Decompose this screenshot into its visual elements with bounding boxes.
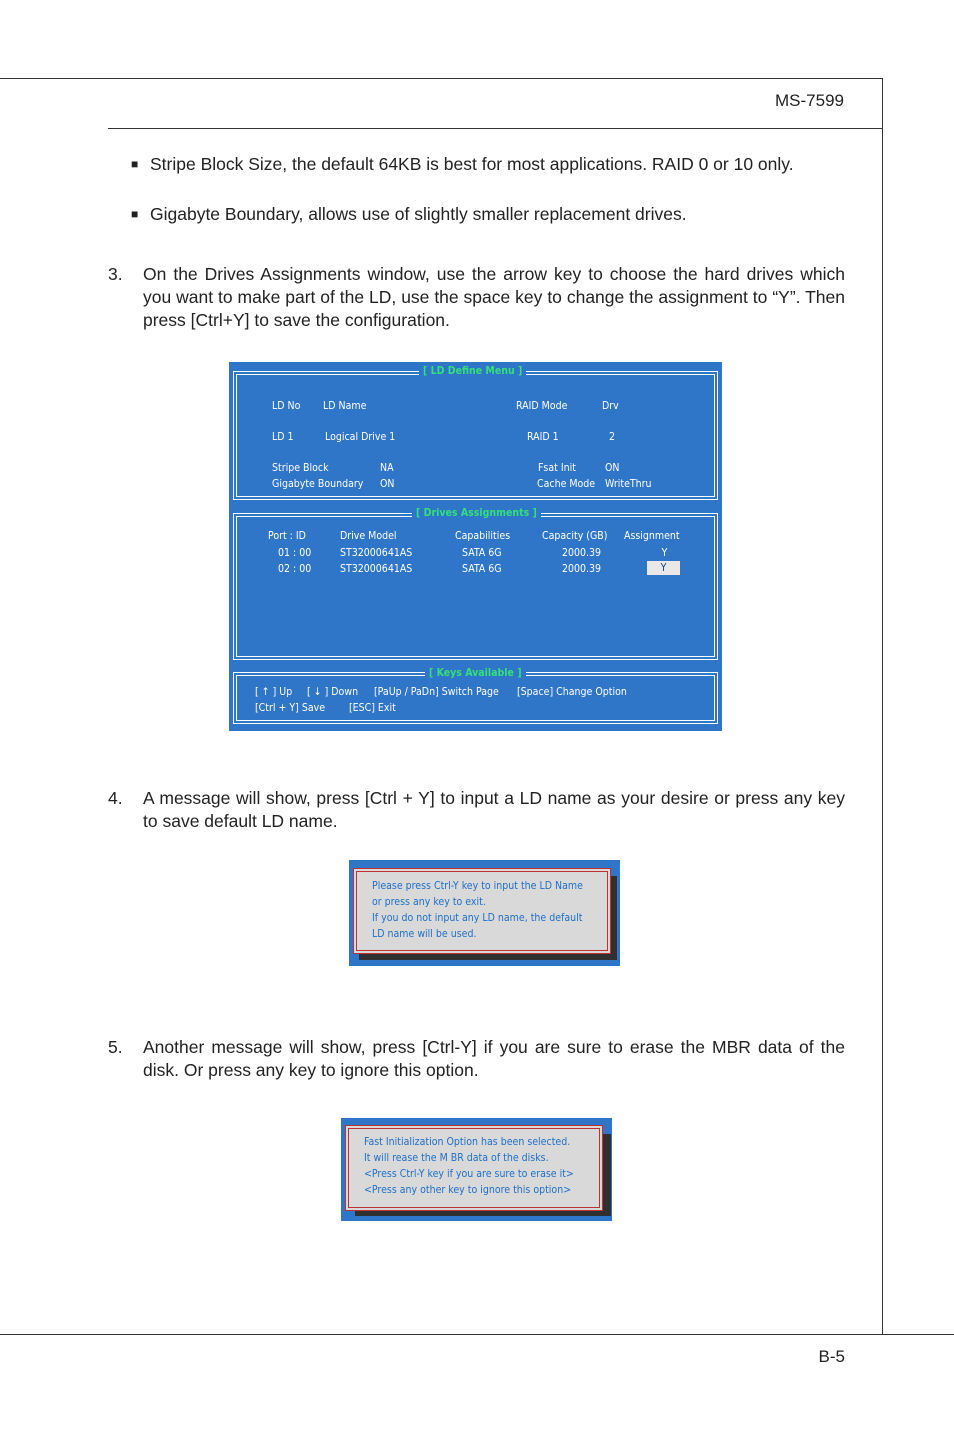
header-subrule bbox=[108, 128, 883, 129]
stripe-block-value: NA bbox=[380, 462, 394, 474]
drive-row-2-model: ST32000641AS bbox=[340, 563, 413, 575]
step-text: Another message will show, press [Ctrl-Y] if you are sure to erase the MBR data of the disk. Or press any key to ignore this option. bbox=[143, 1037, 845, 1080]
bullet-stripe-block bbox=[131, 153, 846, 176]
step-text: On the Drives Assignments window, use the arrow key to choose the hard drives which you want to make part of the LD, use the space key to change the assignment to “Y”. Then press [Ctrl+Y] to save the configuration. bbox=[143, 264, 845, 330]
stripe-block-label: Stripe Block bbox=[272, 462, 329, 474]
model-number: MS-7599 bbox=[775, 91, 844, 110]
ld-name-message-screenshot bbox=[349, 860, 620, 966]
step-text: A message will show, press [Ctrl + Y] to input a LD name as your desire or press any key to save default LD name. bbox=[143, 788, 845, 831]
bullet-square-icon: ■ bbox=[131, 157, 139, 171]
header-ld-name: LD Name bbox=[323, 400, 367, 412]
key-down: [ ↓ ] Down bbox=[307, 686, 359, 698]
message-line: <Press any other key to ignore this option> bbox=[364, 1184, 572, 1196]
key-up: [ ↑ ] Up bbox=[255, 686, 293, 698]
fast-init-message-text bbox=[364, 1134, 574, 1198]
step-5 bbox=[108, 1036, 845, 1082]
ld-name-value: Logical Drive 1 bbox=[325, 431, 396, 443]
cache-mode-value: WriteThru bbox=[605, 478, 652, 490]
drives-assignments-title: [ Drives Assignments ] bbox=[412, 507, 541, 519]
col-capacity: Capacity (GB) bbox=[542, 530, 608, 542]
message-line: Fast Initialization Option has been selected. bbox=[364, 1136, 571, 1148]
ld-define-screenshot bbox=[229, 362, 722, 731]
col-assignment: Assignment bbox=[624, 530, 680, 542]
fast-init-message-screenshot bbox=[341, 1118, 612, 1221]
message-line: It will rease the M BR data of the disks. bbox=[364, 1152, 549, 1164]
margin-rule bbox=[882, 78, 883, 1335]
drive-row-2-capacity: 2000.39 bbox=[562, 563, 602, 575]
ld-define-title: [ LD Define Menu ] bbox=[419, 365, 526, 377]
ld-name-message-text bbox=[372, 878, 583, 942]
step-number: 4. bbox=[108, 788, 123, 808]
drive-row-1-capacity: 2000.39 bbox=[562, 547, 602, 559]
header-drv: Drv bbox=[602, 400, 619, 412]
step-3 bbox=[108, 263, 845, 332]
message-line: <Press Ctrl-Y key if you are sure to erase it> bbox=[364, 1168, 574, 1180]
key-switch-page: [PaUp / PaDn] Switch Page bbox=[374, 686, 499, 698]
bullet-text: Stripe Block Size, the default 64KB is best for most applications. RAID 0 or 10 only. bbox=[150, 154, 794, 174]
bullet-square-icon: ■ bbox=[131, 207, 139, 221]
bullet-gigabyte-boundary bbox=[131, 203, 846, 226]
footer-rule bbox=[0, 1334, 954, 1335]
message-line: LD name will be used. bbox=[372, 928, 477, 940]
bullet-text: Gigabyte Boundary, allows use of slightly smaller replacement drives. bbox=[150, 204, 687, 224]
drive-row-1-port: 01 : 00 bbox=[278, 547, 312, 559]
step-number: 3. bbox=[108, 264, 123, 284]
drive-row-2-capabilities: SATA 6G bbox=[462, 563, 502, 575]
header-ld-no: LD No bbox=[272, 400, 301, 412]
keys-available-panel bbox=[233, 672, 718, 724]
raid-mode-value: RAID 1 bbox=[527, 431, 559, 443]
col-port-id: Port : ID bbox=[268, 530, 306, 542]
message-line: Please press Ctrl-Y key to input the LD Name bbox=[372, 880, 583, 892]
gigabyte-boundary-value: ON bbox=[380, 478, 395, 490]
page-number: B-5 bbox=[818, 1347, 845, 1366]
col-drive-model: Drive Model bbox=[340, 530, 397, 542]
key-save: [Ctrl + Y] Save bbox=[255, 702, 326, 714]
drive-row-1-assignment[interactable]: Y bbox=[661, 547, 668, 559]
fast-init-value: ON bbox=[605, 462, 620, 474]
key-exit: [ESC] Exit bbox=[349, 702, 396, 714]
key-change-option: [Space] Change Option bbox=[517, 686, 627, 698]
step-number: 5. bbox=[108, 1037, 123, 1057]
drive-row-2-port: 02 : 00 bbox=[278, 563, 312, 575]
message-line: or press any key to exit. bbox=[372, 896, 486, 908]
message-line: If you do not input any LD name, the default bbox=[372, 912, 583, 924]
col-capabilities: Capabilities bbox=[455, 530, 511, 542]
gigabyte-boundary-label: Gigabyte Boundary bbox=[272, 478, 364, 490]
fast-init-label: Fsat Init bbox=[538, 462, 576, 474]
drv-value: 2 bbox=[609, 431, 616, 443]
ld-no-value: LD 1 bbox=[272, 431, 294, 443]
step-4 bbox=[108, 787, 845, 833]
drive-row-2-assignment-selected[interactable]: Y bbox=[647, 561, 680, 575]
drive-row-1-capabilities: SATA 6G bbox=[462, 547, 502, 559]
cache-mode-label: Cache Mode bbox=[537, 478, 596, 490]
header-rule bbox=[0, 78, 883, 79]
header-raid-mode: RAID Mode bbox=[516, 400, 568, 412]
keys-available-title: [ Keys Available ] bbox=[425, 667, 526, 679]
drive-row-1-model: ST32000641AS bbox=[340, 547, 413, 559]
